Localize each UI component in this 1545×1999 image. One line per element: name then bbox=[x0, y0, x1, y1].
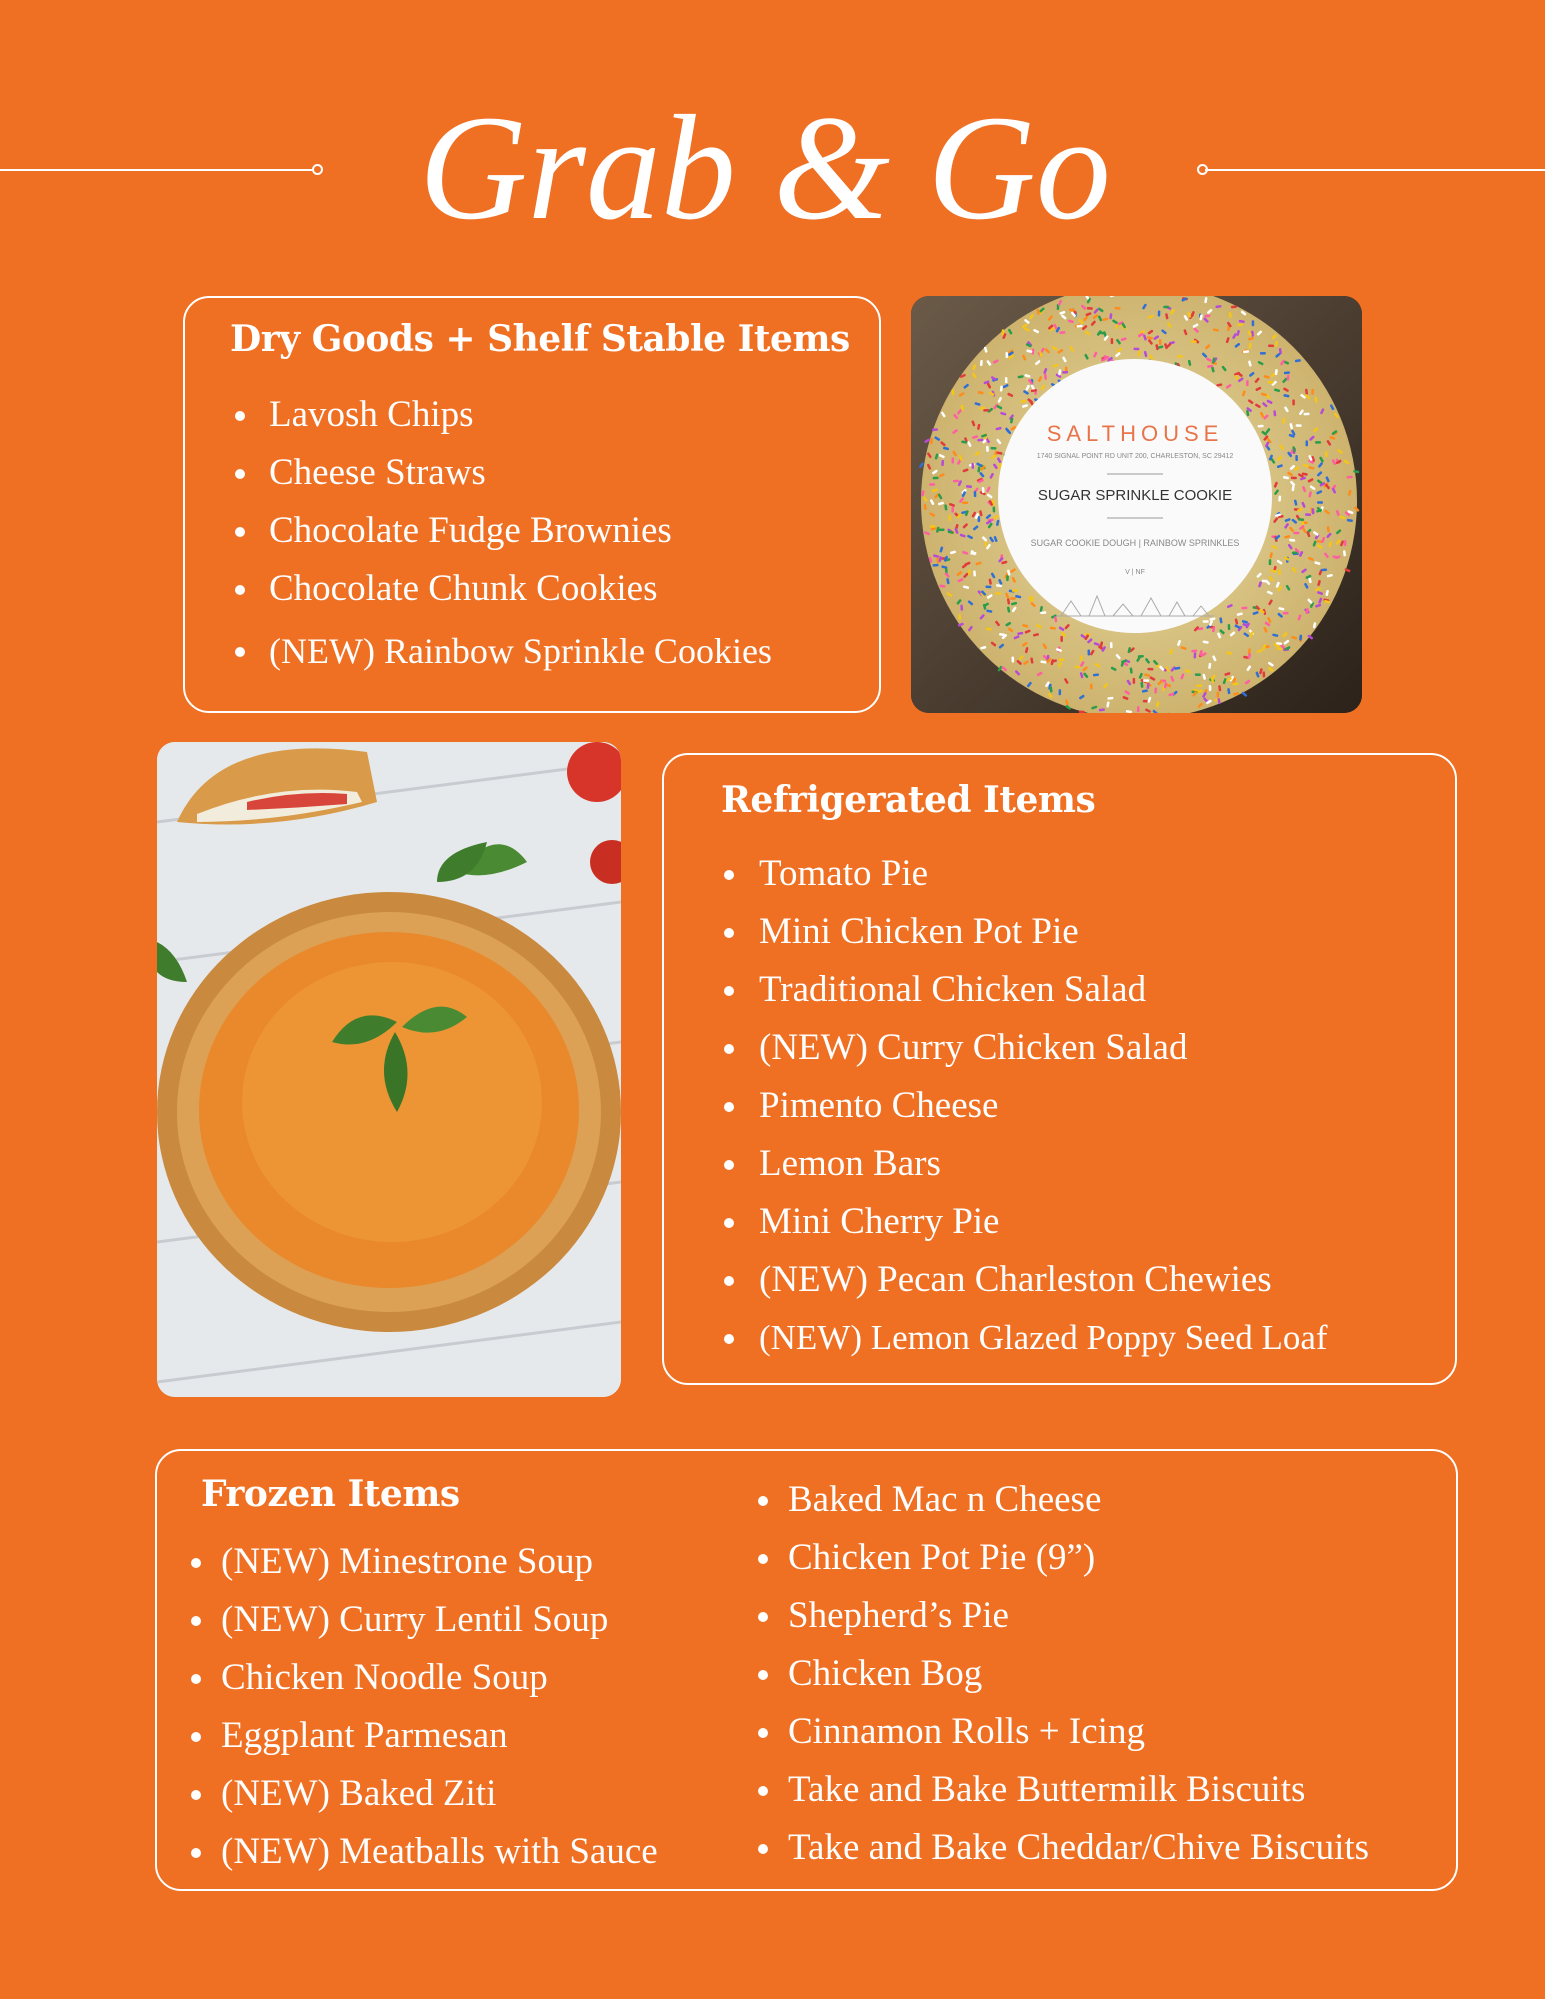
list-item: (NEW) Meatballs with Sauce bbox=[181, 1823, 658, 1881]
list-item: Eggplant Parmesan bbox=[181, 1707, 658, 1765]
list-item: Chocolate Chunk Cookies bbox=[230, 560, 772, 622]
refrigerated-section bbox=[662, 753, 1457, 1385]
list-item: Pimento Cheese bbox=[719, 1077, 1328, 1135]
list-item: Chicken Noodle Soup bbox=[181, 1649, 658, 1707]
cookie-label-address: 1740 SIGNAL POINT RD UNIT 200, CHARLESTON, SC 29412 bbox=[1036, 453, 1234, 460]
frozen-list-column-2 bbox=[748, 1471, 1369, 1877]
list-item: (NEW) Baked Ziti bbox=[181, 1765, 658, 1823]
page-title: Grab & Go bbox=[419, 85, 1111, 251]
title-rule-dot-left bbox=[312, 164, 323, 175]
list-item: Cheese Straws bbox=[230, 444, 772, 502]
frozen-heading: Frozen Items bbox=[201, 1473, 460, 1515]
refrigerated-heading: Refrigerated Items bbox=[721, 779, 1096, 821]
list-item: (NEW) Pecan Charleston Chewies bbox=[719, 1251, 1328, 1309]
list-item: Chicken Pot Pie (9”) bbox=[748, 1529, 1369, 1587]
list-item: Traditional Chicken Salad bbox=[719, 961, 1328, 1019]
cookie-label-tags: V | NF bbox=[1125, 569, 1145, 576]
list-item: (NEW) Curry Chicken Salad bbox=[719, 1019, 1328, 1077]
list-item: Lavosh Chips bbox=[230, 386, 772, 444]
list-item: Chocolate Fudge Brownies bbox=[230, 502, 772, 560]
title-rule-left bbox=[0, 169, 312, 171]
dry-goods-heading: Dry Goods + Shelf Stable Items bbox=[230, 318, 850, 360]
list-item: (NEW) Minestrone Soup bbox=[181, 1533, 658, 1591]
title-rule-right bbox=[1205, 169, 1545, 171]
list-item: Cinnamon Rolls + Icing bbox=[748, 1703, 1369, 1761]
list-item: Mini Chicken Pot Pie bbox=[719, 903, 1328, 961]
list-item: Tomato Pie bbox=[719, 845, 1328, 903]
list-item: Shepherd’s Pie bbox=[748, 1587, 1369, 1645]
list-item: Lemon Bars bbox=[719, 1135, 1328, 1193]
frozen-section bbox=[155, 1449, 1458, 1891]
list-item: Take and Bake Buttermilk Biscuits bbox=[748, 1761, 1369, 1819]
list-item: Chicken Bog bbox=[748, 1645, 1369, 1703]
list-item: Take and Bake Cheddar/Chive Biscuits bbox=[748, 1819, 1369, 1877]
refrigerated-list bbox=[719, 845, 1328, 1367]
cookie-label-product: SUGAR SPRINKLE COOKIE bbox=[1037, 487, 1233, 504]
dry-goods-section bbox=[183, 296, 881, 713]
list-item: (NEW) Rainbow Sprinkle Cookies bbox=[230, 622, 772, 680]
list-item: Baked Mac n Cheese bbox=[748, 1471, 1369, 1529]
tomato-pie-photo bbox=[157, 742, 621, 1397]
list-item: (NEW) Lemon Glazed Poppy Seed Loaf bbox=[719, 1309, 1328, 1367]
list-item: (NEW) Curry Lentil Soup bbox=[181, 1591, 658, 1649]
list-item: Mini Cherry Pie bbox=[719, 1193, 1328, 1251]
sugar-sprinkle-cookie-photo bbox=[911, 296, 1362, 713]
cookie-label-ingredients: SUGAR COOKIE DOUGH | RAINBOW SPRINKLES bbox=[1030, 538, 1240, 548]
frozen-list-column-1 bbox=[181, 1533, 658, 1881]
cookie-label-brand: SALTHOUSE bbox=[1046, 421, 1224, 446]
dry-goods-list bbox=[230, 386, 772, 680]
